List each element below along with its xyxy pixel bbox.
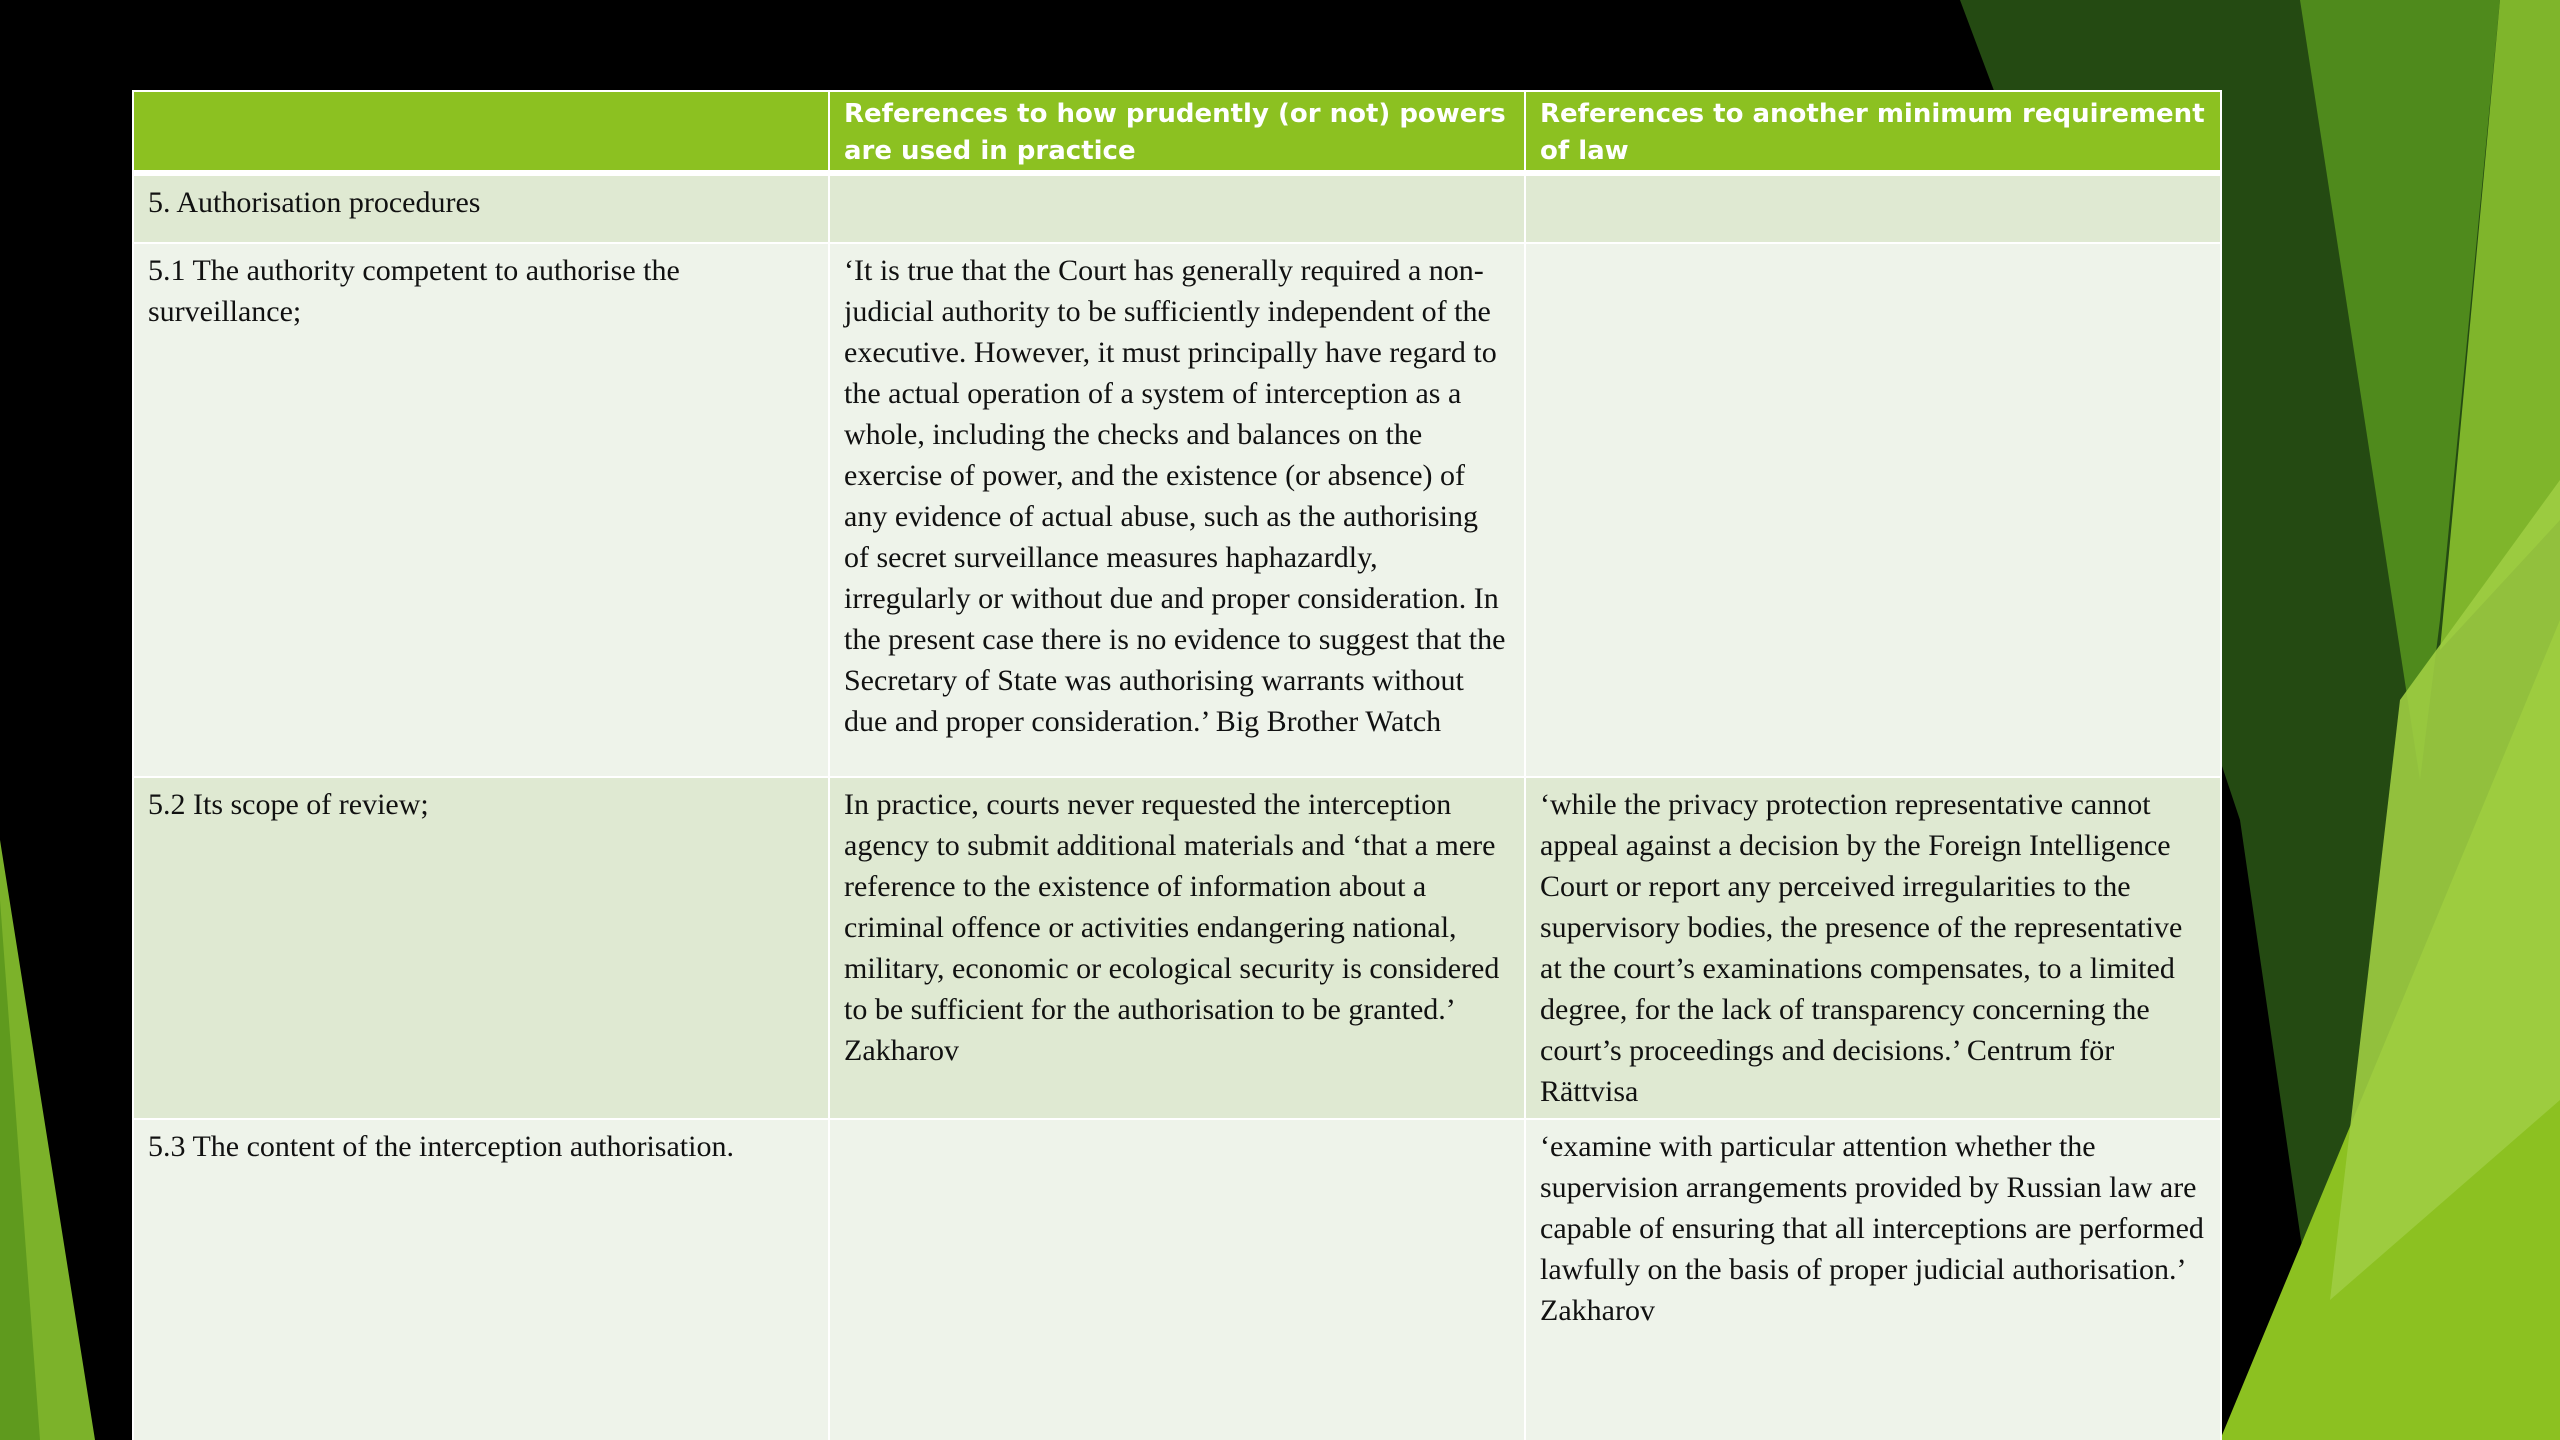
table-cell: 5.2 Its scope of review; (133, 777, 829, 1119)
table-header-cell: References to another minimum requirement of law (1525, 91, 2221, 173)
table-cell: In practice, courts never requested the interception agency to submit additional materials and ‘that a mere reference to the existence of information about a criminal offence or activities endangering national, military, economic or ecological security is considered to be sufficient for the authorisation to be granted.’ Zakharov (829, 777, 1525, 1119)
content-table-wrapper (132, 90, 2220, 1440)
table-cell: 5. Authorisation procedures (133, 173, 829, 243)
table-cell: 5.3 The content of the interception authorisation. (133, 1119, 829, 1440)
table-cell (829, 173, 1525, 243)
table-row (133, 777, 2221, 1119)
table-header-row (133, 91, 2221, 173)
comparison-table (132, 90, 2222, 1440)
table-cell: ‘It is true that the Court has generally required a non-judicial authority to be sufficiently independent of the executive. However, it must principally have regard to the actual operation of a system of interception as a whole, including the checks and balances on the exercise of power, and the existence (or absence) of any evidence of actual abuse, such as the authorising of secret surveillance measures haphazardly, irregularly or without due and proper consideration. In the present case there is no evidence to suggest that the Secretary of State was authorising warrants without due and proper consideration.’ Big Brother Watch (829, 243, 1525, 777)
table-cell (1525, 243, 2221, 777)
table-cell: 5.1 The authority competent to authorise the surveillance; (133, 243, 829, 777)
table-cell (1525, 173, 2221, 243)
table-cell: ‘while the privacy protection representative cannot appeal against a decision by the Foreign Intelligence Court or report any perceived irregularities to the supervisory bodies, the presence of the representative at the court’s examinations compensates, to a limited degree, for the lack of transparency concerning the court’s proceedings and decisions.’ Centrum för Rättvisa (1525, 777, 2221, 1119)
table-header-cell: References to how prudently (or not) powers are used in practice (829, 91, 1525, 173)
table-row (133, 173, 2221, 243)
table-header-cell (133, 91, 829, 173)
table-cell (829, 1119, 1525, 1440)
table-row (133, 1119, 2221, 1440)
table-row (133, 243, 2221, 777)
table-cell: ‘examine with particular attention whether the supervision arrangements provided by Russian law are capable of ensuring that all interceptions are performed lawfully on the basis of proper judicial authorisation.’ Zakharov (1525, 1119, 2221, 1440)
